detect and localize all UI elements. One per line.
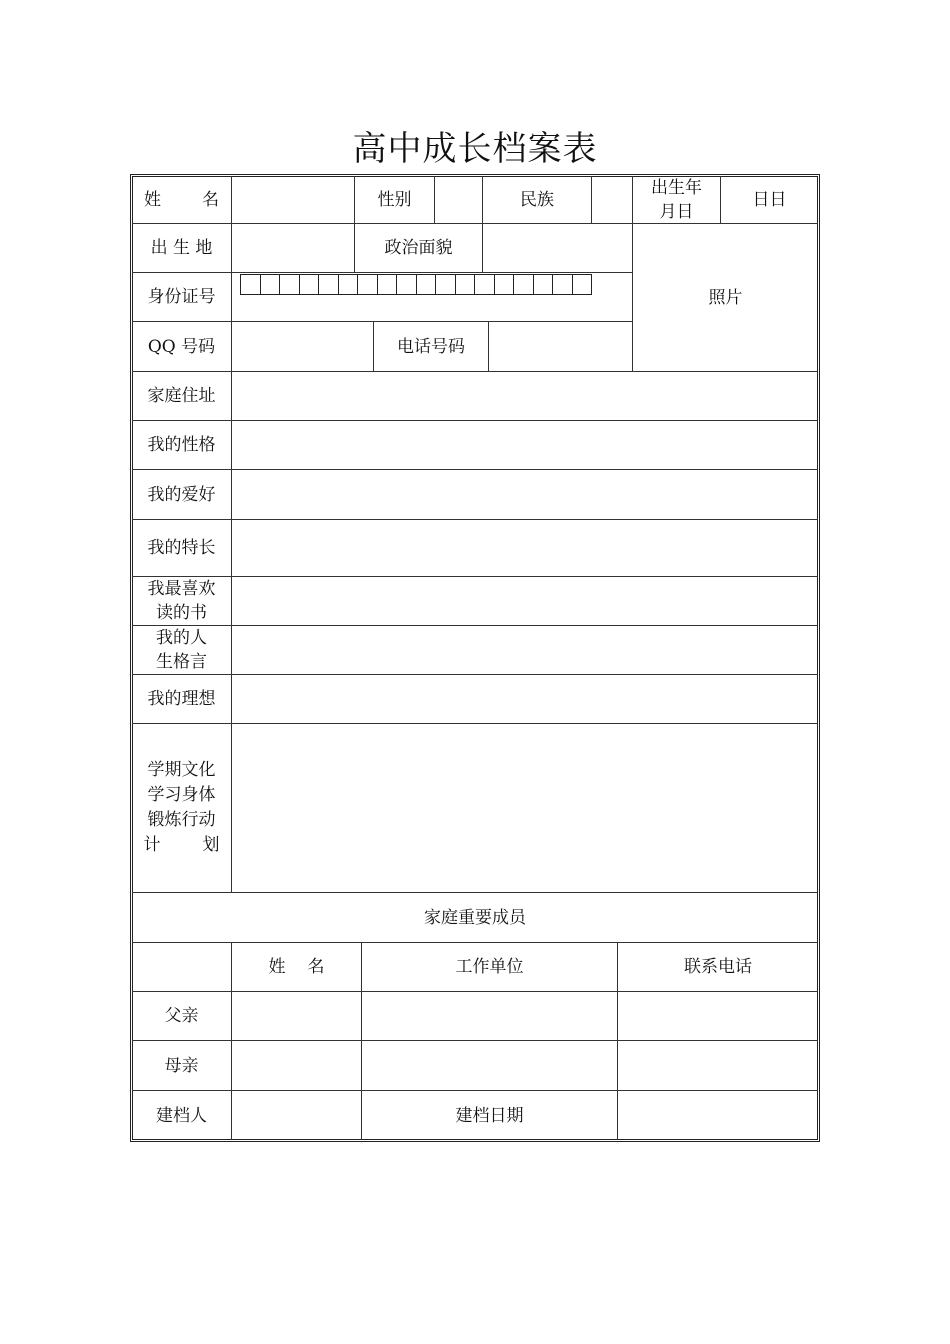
id-digit-box[interactable]: [436, 275, 456, 294]
id-digit-box[interactable]: [573, 275, 592, 294]
qq-label: QQ 号码: [147, 336, 216, 357]
page-title: 高中成长档案表: [352, 129, 598, 169]
address-label: 家庭住址: [147, 386, 216, 406]
id-digit-box[interactable]: [241, 275, 261, 294]
name-field[interactable]: [232, 176, 354, 223]
semester-plan-field[interactable]: [232, 724, 818, 892]
id-digit-box[interactable]: [300, 275, 320, 294]
id-digit-box[interactable]: [280, 275, 300, 294]
mother-phone-field[interactable]: [618, 1041, 818, 1090]
ideal-field[interactable]: [232, 675, 818, 723]
mother-label: 母亲: [164, 1055, 199, 1076]
political-status-label: 政治面貌: [384, 238, 453, 258]
hobbies-field[interactable]: [232, 470, 818, 519]
birthplace-field[interactable]: [232, 224, 354, 272]
id-digit-box[interactable]: [397, 275, 417, 294]
family-header-blank: [132, 943, 231, 991]
id-digit-box[interactable]: [534, 275, 554, 294]
phone-label: 电话号码: [397, 336, 465, 357]
family-col-name: 姓 名: [268, 957, 325, 977]
id-digit-box[interactable]: [358, 275, 378, 294]
phone-field[interactable]: [489, 322, 632, 371]
id-digit-box[interactable]: [261, 275, 281, 294]
life-motto-field[interactable]: [232, 626, 818, 674]
id-digit-box[interactable]: [456, 275, 476, 294]
id-digit-box[interactable]: [339, 275, 359, 294]
favorite-book-label: 我最喜欢 读的书: [147, 579, 216, 623]
favorite-book-field[interactable]: [232, 577, 818, 625]
ethnicity-label: 民族: [520, 189, 554, 210]
birthdate-field[interactable]: 日日: [752, 189, 787, 210]
life-motto-label: 我的人 生格言: [156, 628, 207, 672]
father-work-field[interactable]: [362, 992, 617, 1040]
filer-label: 建档人: [156, 1105, 207, 1126]
mother-work-field[interactable]: [362, 1041, 617, 1090]
talents-field[interactable]: [232, 520, 818, 576]
birthdate-label: 出生年 月日: [651, 177, 702, 222]
id-digit-box[interactable]: [417, 275, 437, 294]
father-label: 父亲: [164, 1006, 199, 1026]
address-field[interactable]: [232, 372, 818, 420]
name-label: 姓 名: [144, 189, 219, 210]
id-digit-box[interactable]: [319, 275, 339, 294]
semester-plan-label: 学期文化 学习身体 锻炼行动 计 划: [143, 760, 220, 855]
hobbies-label: 我的爱好: [147, 484, 216, 505]
id-digit-box[interactable]: [475, 275, 495, 294]
id-digit-box[interactable]: [378, 275, 398, 294]
gender-field[interactable]: [435, 176, 482, 223]
family-col-work: 工作单位: [455, 957, 524, 977]
father-name-field[interactable]: [232, 992, 361, 1040]
birthplace-label: 出 生 地: [150, 238, 213, 258]
ideal-label: 我的理想: [147, 689, 216, 709]
qq-field[interactable]: [232, 322, 373, 371]
personality-field[interactable]: [232, 421, 818, 469]
photo-box[interactable]: 照片: [708, 287, 743, 308]
mother-name-field[interactable]: [232, 1041, 361, 1090]
gender-label: 性别: [377, 189, 412, 210]
political-status-field[interactable]: [483, 224, 632, 272]
id-number-boxes[interactable]: [240, 274, 592, 295]
family-col-phone: 联系电话: [684, 957, 752, 977]
id-digit-box[interactable]: [553, 275, 573, 294]
father-phone-field[interactable]: [618, 992, 818, 1040]
filing-date-label: 建档日期: [455, 1105, 524, 1126]
personality-label: 我的性格: [147, 435, 216, 455]
family-section-title: 家庭重要成员: [424, 907, 526, 928]
ethnicity-field[interactable]: [592, 176, 632, 223]
id-number-label: 身份证号: [147, 287, 216, 307]
filer-field[interactable]: [232, 1091, 361, 1140]
id-digit-box[interactable]: [495, 275, 515, 294]
filing-date-field[interactable]: [618, 1091, 818, 1140]
talents-label: 我的特长: [147, 538, 216, 558]
id-digit-box[interactable]: [514, 275, 534, 294]
